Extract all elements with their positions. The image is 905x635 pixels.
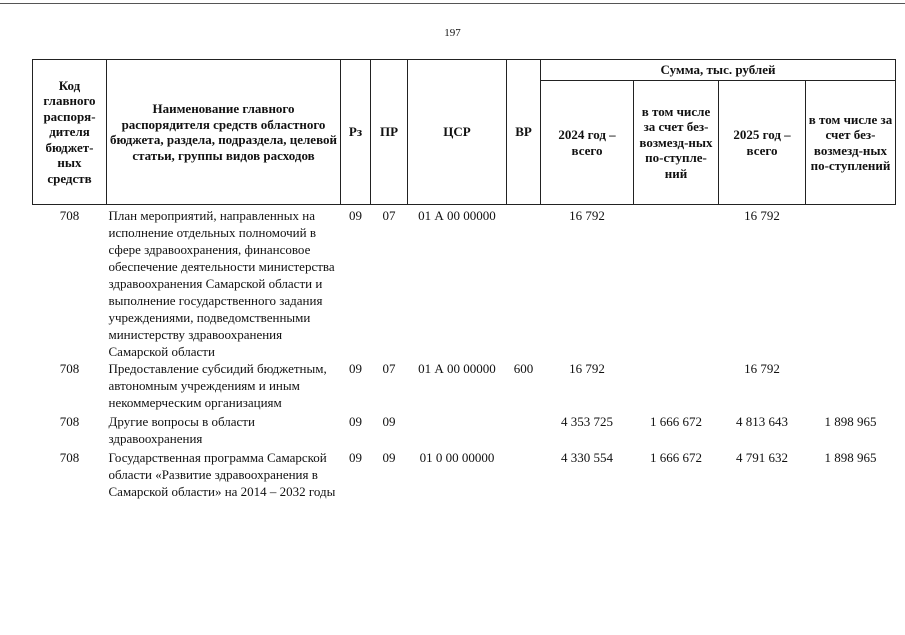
- cell-2024-grants: [634, 360, 719, 411]
- cell-rz: 09: [349, 450, 362, 465]
- header-code: Код главного распоря-дителя бюджет-ных средств: [33, 60, 107, 205]
- cell-2025-grants: [806, 205, 896, 361]
- table-body: [33, 205, 896, 501]
- cell-vr: 600: [513, 361, 534, 376]
- cell-csr: 01 А 00 00000: [418, 361, 496, 376]
- cell-2024-grants: 1 666 672: [650, 450, 702, 465]
- cell-vr: [507, 205, 541, 361]
- page-number: 197: [444, 27, 461, 39]
- header-sum: Сумма, тыс. рублей: [541, 60, 896, 81]
- table-header: [33, 60, 896, 205]
- cell-2024-total: 4 353 725: [561, 414, 613, 429]
- cell-2025-total: 4 813 643: [736, 414, 788, 429]
- cell-2025-grants: [806, 360, 896, 411]
- budget-table: [32, 59, 896, 500]
- cell-2024-total: 4 330 554: [561, 450, 613, 465]
- header-2025-grants: в том числе за счет без-возмезд-ных по-ступлений: [806, 81, 896, 205]
- header-2024-grants: в том числе за счет без-возмезд-ных по-ступле-ний: [634, 81, 719, 205]
- header-2025-total: 2025 год – всего: [719, 81, 806, 205]
- page-top-border: [0, 3, 905, 4]
- cell-csr: 01 А 00 00000: [418, 208, 496, 223]
- cell-csr: 01 0 00 00000: [419, 450, 495, 465]
- header-vr: ВР: [507, 60, 541, 205]
- cell-2025-total: 4 791 632: [736, 450, 788, 465]
- header-rz: Рз: [341, 60, 371, 205]
- cell-2024-total: 16 792: [569, 208, 605, 223]
- cell-2025-total: 16 792: [744, 361, 780, 376]
- cell-2024-total: 16 792: [569, 361, 605, 376]
- cell-pr: 07: [382, 361, 396, 376]
- cell-rz: 09: [349, 361, 362, 376]
- cell-code: 708: [59, 208, 80, 223]
- cell-2024-grants: 1 666 672: [650, 414, 702, 429]
- cell-2024-grants: [634, 205, 719, 361]
- cell-rz: 09: [349, 414, 362, 429]
- cell-pr: 07: [382, 208, 396, 223]
- table-row: [33, 411, 896, 447]
- table-row: [33, 205, 896, 361]
- table-row: [33, 447, 896, 500]
- cell-vr: [507, 447, 541, 500]
- cell-name: Государственная программа Самарской области «Развитие здравоохранения в Самарской области» на 2014 – 2032 годы: [108, 450, 336, 499]
- cell-rz: 09: [349, 208, 362, 223]
- cell-pr: 09: [382, 450, 396, 465]
- cell-2025-total: 16 792: [744, 208, 780, 223]
- cell-pr: 09: [382, 414, 396, 429]
- header-csr: ЦСР: [408, 60, 507, 205]
- cell-code: 708: [59, 414, 80, 429]
- cell-2025-grants: 1 898 965: [824, 414, 877, 429]
- cell-name: Предоставление субсидий бюджетным, автономным учреждениям и иным некоммерческим организациям: [108, 361, 327, 410]
- cell-2025-grants: 1 898 965: [824, 450, 877, 465]
- cell-code: 708: [59, 450, 80, 465]
- table-row: [33, 360, 896, 411]
- cell-name: План мероприятий, направленных на исполнение отдельных полномочий в сфере здравоохранения, финансовое обеспечение деятельности министерства здравоохранения Самарской области и выполнение государственного задания учреждениями, подведомственными министерству здравоохранения Самарской области: [108, 208, 335, 359]
- header-2024-total: 2024 год – всего: [541, 81, 634, 205]
- cell-vr: [507, 411, 541, 447]
- header-pr: ПР: [371, 60, 408, 205]
- cell-csr: [408, 411, 507, 447]
- cell-code: 708: [59, 361, 80, 376]
- cell-name: Другие вопросы в области здравоохранения: [108, 414, 255, 446]
- header-name: Наименование главного распорядителя средств областного бюджета, раздела, подраздела, целевой статьи, группы видов расходов: [107, 60, 341, 205]
